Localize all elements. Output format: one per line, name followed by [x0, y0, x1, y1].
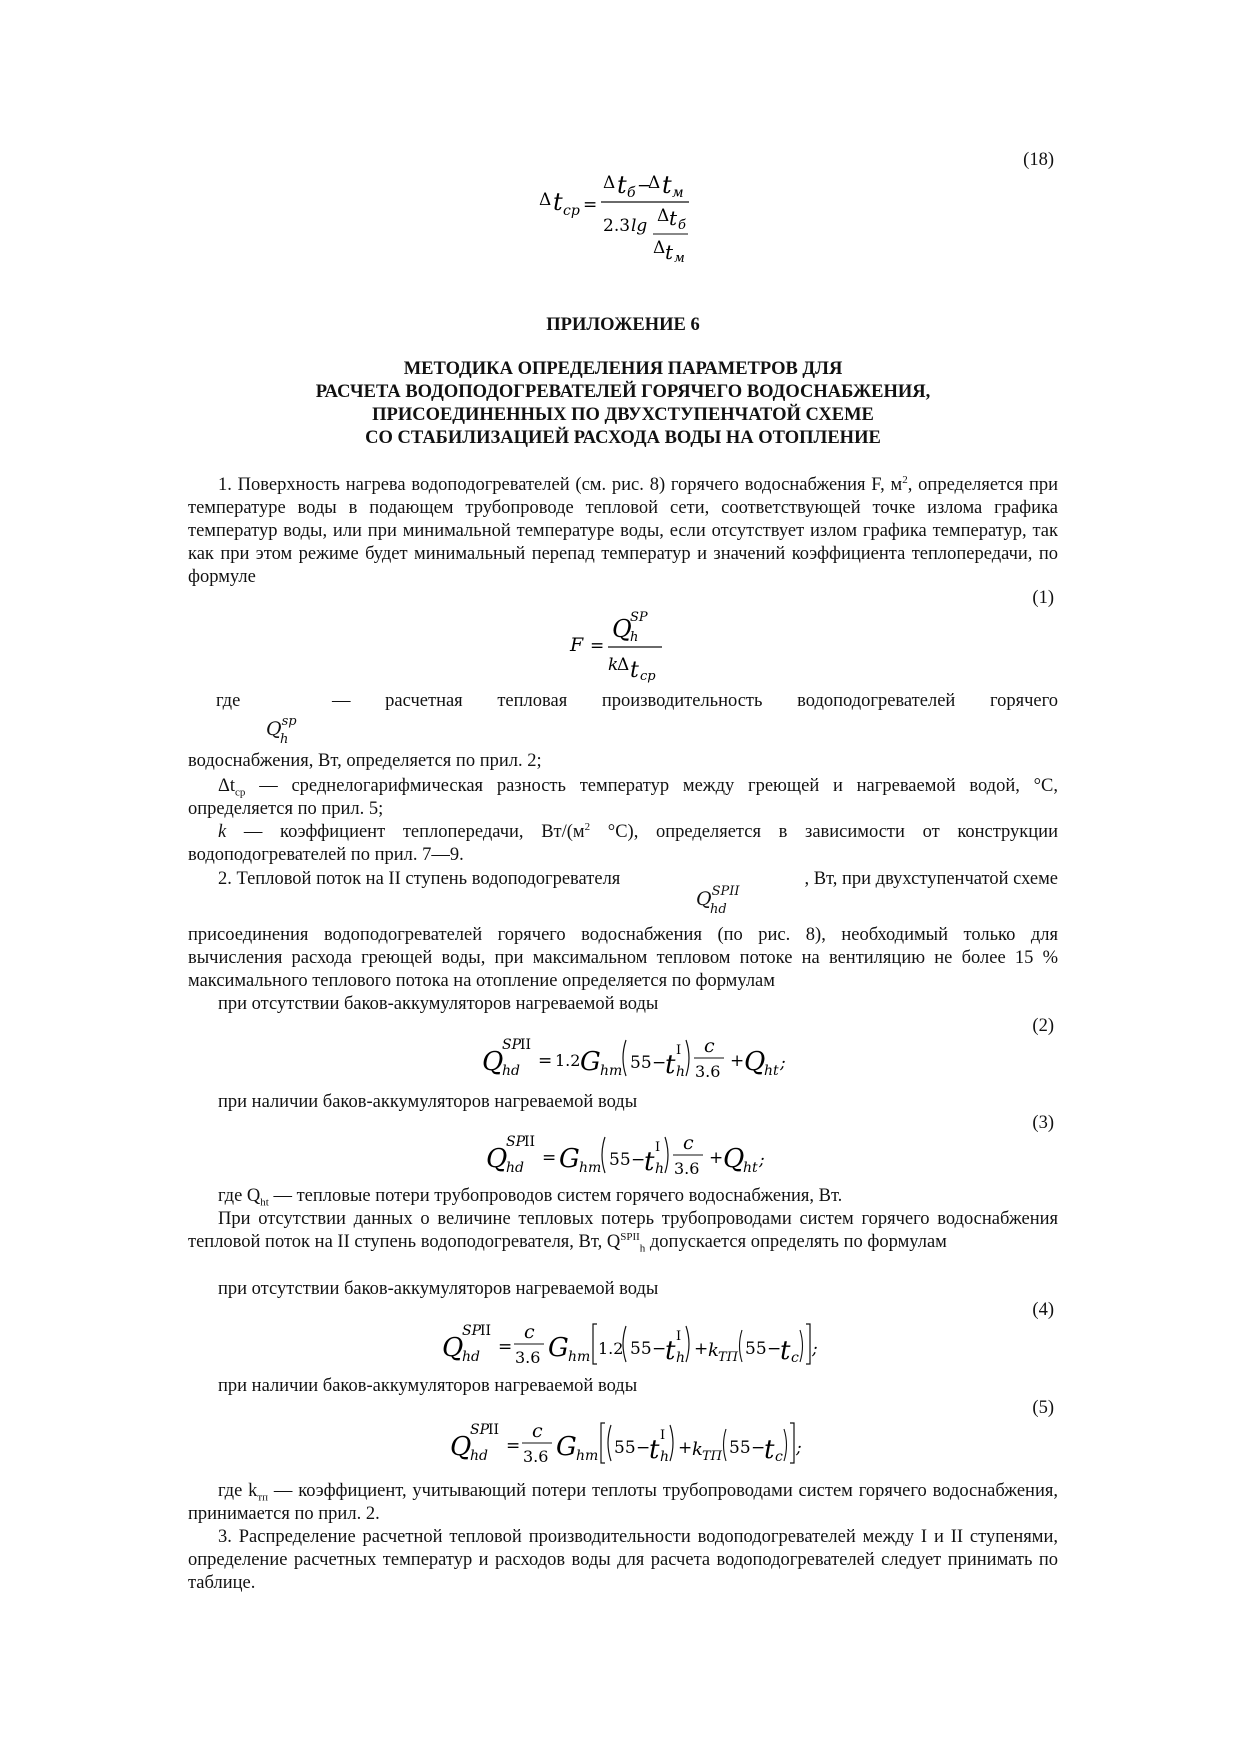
- svg-text:II: II: [480, 1323, 492, 1339]
- svg-text:3.6: 3.6: [695, 1062, 721, 1081]
- svg-text:3.6: 3.6: [515, 1348, 541, 1367]
- svg-text:h: h: [630, 630, 639, 645]
- where-line-1: где — расчетная тепловая производительность водоподогревателей горячего: [216, 691, 1058, 711]
- svg-text:Δ: Δ: [539, 190, 552, 210]
- svg-text:=: =: [538, 1051, 553, 1071]
- paragraph-2-rest: присоединения водоподогревателей горячего водоснабжения (по рис. 8), необходимый только для вычисления расхода греющей воды, при максимальном тепловом потоке на вентиляцию не более 15 % максимального теплового потока на отопление определяется по формулам: [188, 925, 1058, 991]
- svg-text:Δ: Δ: [657, 206, 670, 226]
- svg-text:c: c: [791, 1350, 799, 1366]
- svg-text:SP: SP: [462, 1323, 482, 1339]
- svg-text:−: −: [767, 1339, 782, 1359]
- svg-text:hm: hm: [576, 1448, 599, 1464]
- svg-text:ср: ср: [640, 669, 656, 683]
- svg-text:SP: SP: [506, 1134, 526, 1150]
- svg-text:G: G: [580, 1047, 601, 1077]
- qht-definition: где $Q_{ht}$ — тепловые потери трубопроводов систем горячего водоснабжения, Вт.: [218, 1186, 843, 1209]
- equation-number-18: (18): [1023, 150, 1054, 170]
- with-tanks-caption-2: при наличии баков-аккумуляторов нагреваемой воды: [218, 1376, 638, 1396]
- svg-text:=: =: [506, 1436, 521, 1456]
- svg-text:II: II: [520, 1037, 532, 1053]
- equation-number-3: (3): [1032, 1113, 1054, 1133]
- svg-text:ht: ht: [743, 1160, 758, 1176]
- svg-text:t: t: [630, 658, 639, 683]
- svg-text:hd: hd: [502, 1063, 520, 1079]
- formula-5: [448, 1413, 818, 1479]
- svg-text:t: t: [617, 171, 627, 199]
- svg-text:;: ;: [759, 1150, 765, 1170]
- svg-text:2.3: 2.3: [603, 216, 631, 236]
- svg-text:−: −: [637, 176, 652, 196]
- svg-text:;: ;: [812, 1339, 818, 1359]
- svg-text:F: F: [570, 634, 584, 656]
- svg-text:Q: Q: [482, 1047, 504, 1077]
- svg-text:;: ;: [796, 1438, 802, 1458]
- symbol-q-h-sp: $Q^{sp}$ h: [266, 714, 297, 747]
- svg-text:I: I: [655, 1140, 661, 1155]
- svg-text:G: G: [559, 1144, 580, 1174]
- with-tanks-caption-1: при наличии баков-аккумуляторов нагреваемой воды: [218, 1092, 638, 1112]
- svg-text:−: −: [631, 1150, 646, 1170]
- svg-text:hm: hm: [568, 1349, 591, 1365]
- svg-text:б: б: [678, 218, 686, 233]
- no-tanks-caption-2: при отсутствии баков-аккумуляторов нагреваемой воды: [218, 1279, 659, 1299]
- svg-text:Δ: Δ: [653, 238, 666, 258]
- formula-surface-area: [568, 603, 678, 687]
- svg-text:55: 55: [630, 1053, 652, 1073]
- svg-text:1.2: 1.2: [555, 1051, 581, 1070]
- svg-text:ТП: ТП: [702, 1449, 723, 1464]
- svg-text:−: −: [751, 1438, 766, 1458]
- svg-text:hd: hd: [470, 1448, 488, 1464]
- svg-text:=: =: [498, 1337, 513, 1357]
- svg-text:55: 55: [614, 1438, 636, 1458]
- svg-text:t: t: [553, 188, 563, 216]
- svg-text:t: t: [665, 1050, 676, 1080]
- svg-text:Δ: Δ: [617, 655, 630, 675]
- svg-text:SP: SP: [630, 610, 648, 625]
- svg-text:Q: Q: [486, 1144, 508, 1174]
- svg-text:c: c: [704, 1035, 715, 1057]
- svg-text:SP: SP: [502, 1037, 522, 1053]
- svg-text:ТП: ТП: [718, 1350, 739, 1365]
- svg-text:ср: ср: [563, 203, 580, 219]
- svg-text:c: c: [775, 1449, 783, 1465]
- no-tanks-caption-1: при отсутствии баков-аккумуляторов нагреваемой воды: [218, 994, 659, 1014]
- equation-number-1: (1): [1032, 588, 1054, 608]
- heading-line-2: РАСЧЕТА ВОДОПОДОГРЕВАТЕЛЕЙ ГОРЯЧЕГО ВОДОСНАБЖЕНИЯ,: [315, 382, 931, 402]
- svg-text:+: +: [730, 1051, 745, 1071]
- paragraph-3: При отсутствии данных о величине тепловых потерь трубопроводами систем горячего водоснабжения тепловой поток на II ступень водоподогревателя, Вт, $Q^{SPII}_h$ допускается определять по формулам: [188, 1209, 1058, 1255]
- heading-line-3: ПРИСОЕДИНЕННЫХ ПО ДВУХСТУПЕНЧАТОЙ СХЕМЕ: [372, 405, 874, 425]
- appendix-title: ПРИЛОЖЕНИЕ 6: [546, 315, 700, 335]
- svg-text:t: t: [665, 240, 674, 264]
- svg-text:lg: lg: [631, 216, 648, 236]
- svg-text:+: +: [709, 1148, 724, 1168]
- svg-text:I: I: [676, 1329, 682, 1344]
- svg-text:c: c: [532, 1420, 543, 1442]
- svg-text:;: ;: [780, 1053, 786, 1073]
- svg-text:hd: hd: [462, 1349, 480, 1365]
- equation-number-5: (5): [1032, 1398, 1054, 1418]
- svg-text:Q: Q: [442, 1333, 464, 1363]
- paragraph-1: 1. Поверхность нагрева водоподогревателей (см. рис. 8) горячего водоснабжения F, $м^2$, определяется при температуре воды в подающем трубопроводе тепловой сети, соответствующей точке излома графика температур воды, или при минимальной температуре воды, если отсутствует излом графика температур, так как при этом режиме будет минимальный перепад температур и значений коэффициента теплопередачи, по формуле: [188, 473, 1058, 587]
- delta-t-definition: $\Delta t_{ср}$ — среднелогарифмическая разность температур между греющей и нагреваемой водой, °С, определяется по прил. 5;: [188, 776, 1058, 819]
- svg-text:h: h: [676, 1064, 686, 1080]
- svg-text:I: I: [676, 1043, 682, 1058]
- k-definition: k — коэффициент теплопередачи, $Вт/(м^2$ °С), определяется в зависимости от конструкции водоподогревателей по прил. 7—9.: [188, 820, 1058, 865]
- svg-text:h: h: [655, 1161, 665, 1177]
- formula-delta-t-mean: [535, 165, 715, 279]
- svg-text:=: =: [590, 636, 605, 656]
- svg-text:t: t: [649, 1435, 660, 1465]
- svg-text:м: м: [674, 251, 685, 266]
- svg-text:t: t: [644, 1147, 655, 1177]
- svg-text:Q: Q: [612, 615, 632, 643]
- svg-text:hd: hd: [506, 1160, 524, 1176]
- svg-text:SP: SP: [470, 1422, 490, 1438]
- svg-text:t: t: [780, 1336, 791, 1366]
- svg-text:+: +: [678, 1438, 693, 1458]
- equation-number-2: (2): [1032, 1016, 1054, 1036]
- svg-text:k: k: [608, 655, 619, 675]
- equation-number-4: (4): [1032, 1300, 1054, 1320]
- svg-text:=: =: [542, 1148, 557, 1168]
- svg-text:55: 55: [745, 1339, 767, 1359]
- svg-text:Q: Q: [744, 1047, 766, 1077]
- svg-text:55: 55: [609, 1150, 631, 1170]
- svg-text:55: 55: [630, 1339, 652, 1359]
- svg-text:Δ: Δ: [603, 173, 616, 193]
- formula-3: [484, 1127, 774, 1191]
- svg-text:I: I: [660, 1428, 666, 1443]
- svg-text:t: t: [669, 206, 678, 230]
- paragraph-2-line-1: 2. Тепловой поток на II ступень водоподогревателя , Вт, при двухступенчатой схеме: [218, 869, 1058, 889]
- svg-text:h: h: [660, 1449, 670, 1465]
- svg-text:м: м: [672, 185, 684, 201]
- svg-text:Q: Q: [723, 1144, 745, 1174]
- svg-text:+: +: [694, 1339, 709, 1359]
- symbol-q-hd-spii: $Q^{SPII}$ hd: [696, 884, 740, 917]
- svg-text:−: −: [636, 1438, 651, 1458]
- svg-text:3.6: 3.6: [674, 1159, 700, 1178]
- svg-text:Q: Q: [450, 1432, 472, 1462]
- svg-text:t: t: [662, 171, 672, 199]
- svg-text:G: G: [548, 1333, 569, 1363]
- ktp-definition: где $k_{тп}$ — коэффициент, учитывающий потери теплоты трубопроводами систем горячего водоснабжения, принимается по прил. 2.: [188, 1481, 1058, 1524]
- heading-line-1: МЕТОДИКА ОПРЕДЕЛЕНИЯ ПАРАМЕТРОВ ДЛЯ: [403, 359, 843, 379]
- svg-text:II: II: [524, 1134, 536, 1150]
- svg-text:h: h: [676, 1350, 686, 1366]
- svg-text:II: II: [488, 1422, 500, 1438]
- svg-text:G: G: [556, 1432, 577, 1462]
- where-line-cont: водоснабжения, Вт, определяется по прил. 2;: [188, 751, 542, 771]
- svg-text:б: б: [627, 185, 636, 201]
- svg-text:c: c: [683, 1132, 694, 1154]
- svg-text:hm: hm: [600, 1063, 623, 1079]
- section-heading: [188, 358, 1058, 450]
- svg-text:k: k: [708, 1340, 719, 1361]
- svg-text:t: t: [665, 1336, 676, 1366]
- svg-text:k: k: [692, 1439, 703, 1460]
- svg-text:=: =: [583, 195, 598, 215]
- formula-2: [480, 1030, 800, 1094]
- svg-text:ht: ht: [764, 1063, 779, 1079]
- svg-text:1.2: 1.2: [598, 1339, 624, 1358]
- svg-text:Δ: Δ: [648, 173, 661, 193]
- svg-text:−: −: [652, 1053, 667, 1073]
- paragraph-4: 3. Распределение расчетной тепловой производительности водоподогревателей между I и II ступенями, определение расчетных температур и расходов воды для расчета водоподогревателей следует принимать по таблице.: [188, 1527, 1058, 1593]
- svg-text:c: c: [524, 1321, 535, 1343]
- formula-4: [440, 1314, 840, 1380]
- svg-text:55: 55: [729, 1438, 751, 1458]
- svg-text:hm: hm: [579, 1160, 602, 1176]
- svg-text:t: t: [764, 1435, 775, 1465]
- svg-text:3.6: 3.6: [523, 1447, 549, 1466]
- svg-text:−: −: [652, 1339, 667, 1359]
- heading-line-4: СО СТАБИЛИЗАЦИЕЙ РАСХОДА ВОДЫ НА ОТОПЛЕНИЕ: [365, 428, 881, 448]
